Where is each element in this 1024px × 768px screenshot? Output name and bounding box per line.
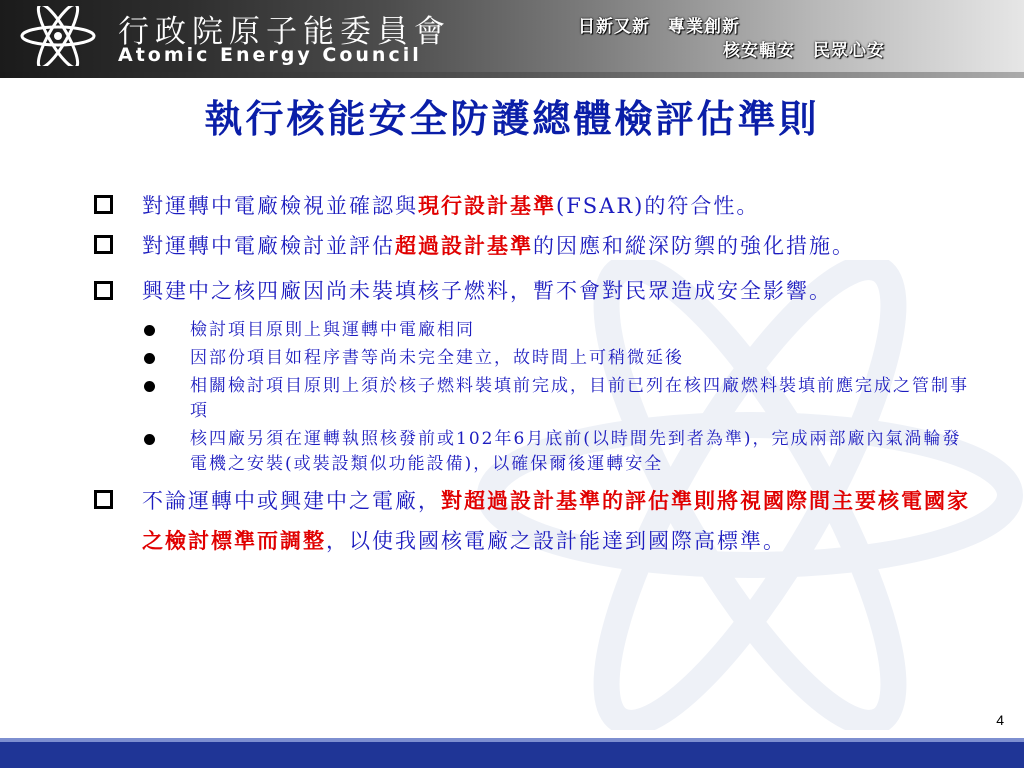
bullet-text: ，以使我國核電廠之設計能達到國際高標準。 [326, 529, 786, 553]
bullet-text: 不論運轉中或興建中之電廠， [142, 489, 441, 513]
highlight-text: 對超過設計基準的評估準則將視國際間主要核電國家之檢討標準而調整 [142, 488, 970, 553]
sub-bullet-text: 核四廠另須在運轉執照核發前或102年6月底前(以時間先到者為準)，完成兩部廠內氣渦輪發電機之安裝(或裝設類似功能設備)，以確保爾後運轉安全 [190, 429, 962, 474]
sub-bullet-text: 因部份項目如程序書等尚未完全建立，故時間上可稍微延後 [190, 348, 684, 368]
sub-bullet-item [94, 346, 974, 371]
header-divider [0, 72, 1024, 78]
sub-bullet-item [94, 427, 974, 477]
footer-bar [0, 742, 1024, 768]
sub-bullet-item [94, 318, 974, 343]
motto-line-1: 日新又新 專業創新 [578, 17, 740, 37]
bullet-text: 對運轉中電廠檢視並確認與 [142, 194, 418, 218]
highlight-text: 超過設計基準 [395, 233, 533, 258]
dot-bullet-icon [144, 353, 155, 364]
org-name-cn: 行政院原子能委員會 [118, 14, 451, 50]
square-bullet-icon [94, 490, 113, 509]
bullet-text: 興建中之核四廠因尚未裝填核子燃料，暫不會對民眾造成安全影響。 [142, 279, 832, 303]
square-bullet-icon [94, 195, 113, 214]
sub-bullet-text: 相關檢討項目原則上須於核子燃料裝填前完成，目前已列在核四廠燃料裝填前應完成之管制事項 [190, 376, 969, 421]
square-bullet-icon [94, 281, 113, 300]
bullet-text: 的因應和縱深防禦的強化措施。 [533, 234, 855, 258]
highlight-text: 現行設計基準 [418, 193, 556, 218]
atom-logo-icon [18, 6, 98, 66]
bullet-item [94, 272, 974, 311]
motto-line-2: 核安輻安 民眾心安 [723, 41, 885, 61]
bullet-item [94, 226, 974, 266]
page-number: 4 [996, 712, 1004, 728]
bullet-item [94, 186, 974, 226]
dot-bullet-icon [144, 381, 155, 392]
bullet-text: (FSAR)的符合性。 [556, 194, 760, 218]
dot-bullet-icon [144, 434, 155, 445]
org-name-en: Atomic Energy Council [118, 44, 422, 66]
square-bullet-icon [94, 235, 113, 254]
slide-content [94, 186, 974, 561]
slide-title: 執行核能安全防護總體檢評估準則 [204, 96, 820, 141]
bullet-item [94, 481, 974, 561]
dot-bullet-icon [144, 325, 155, 336]
header-banner [0, 0, 1024, 72]
bullet-text: 對運轉中電廠檢討並評估 [142, 234, 395, 258]
sub-bullet-item [94, 374, 974, 424]
sub-bullet-text: 檢討項目原則上與運轉中電廠相同 [190, 320, 475, 340]
